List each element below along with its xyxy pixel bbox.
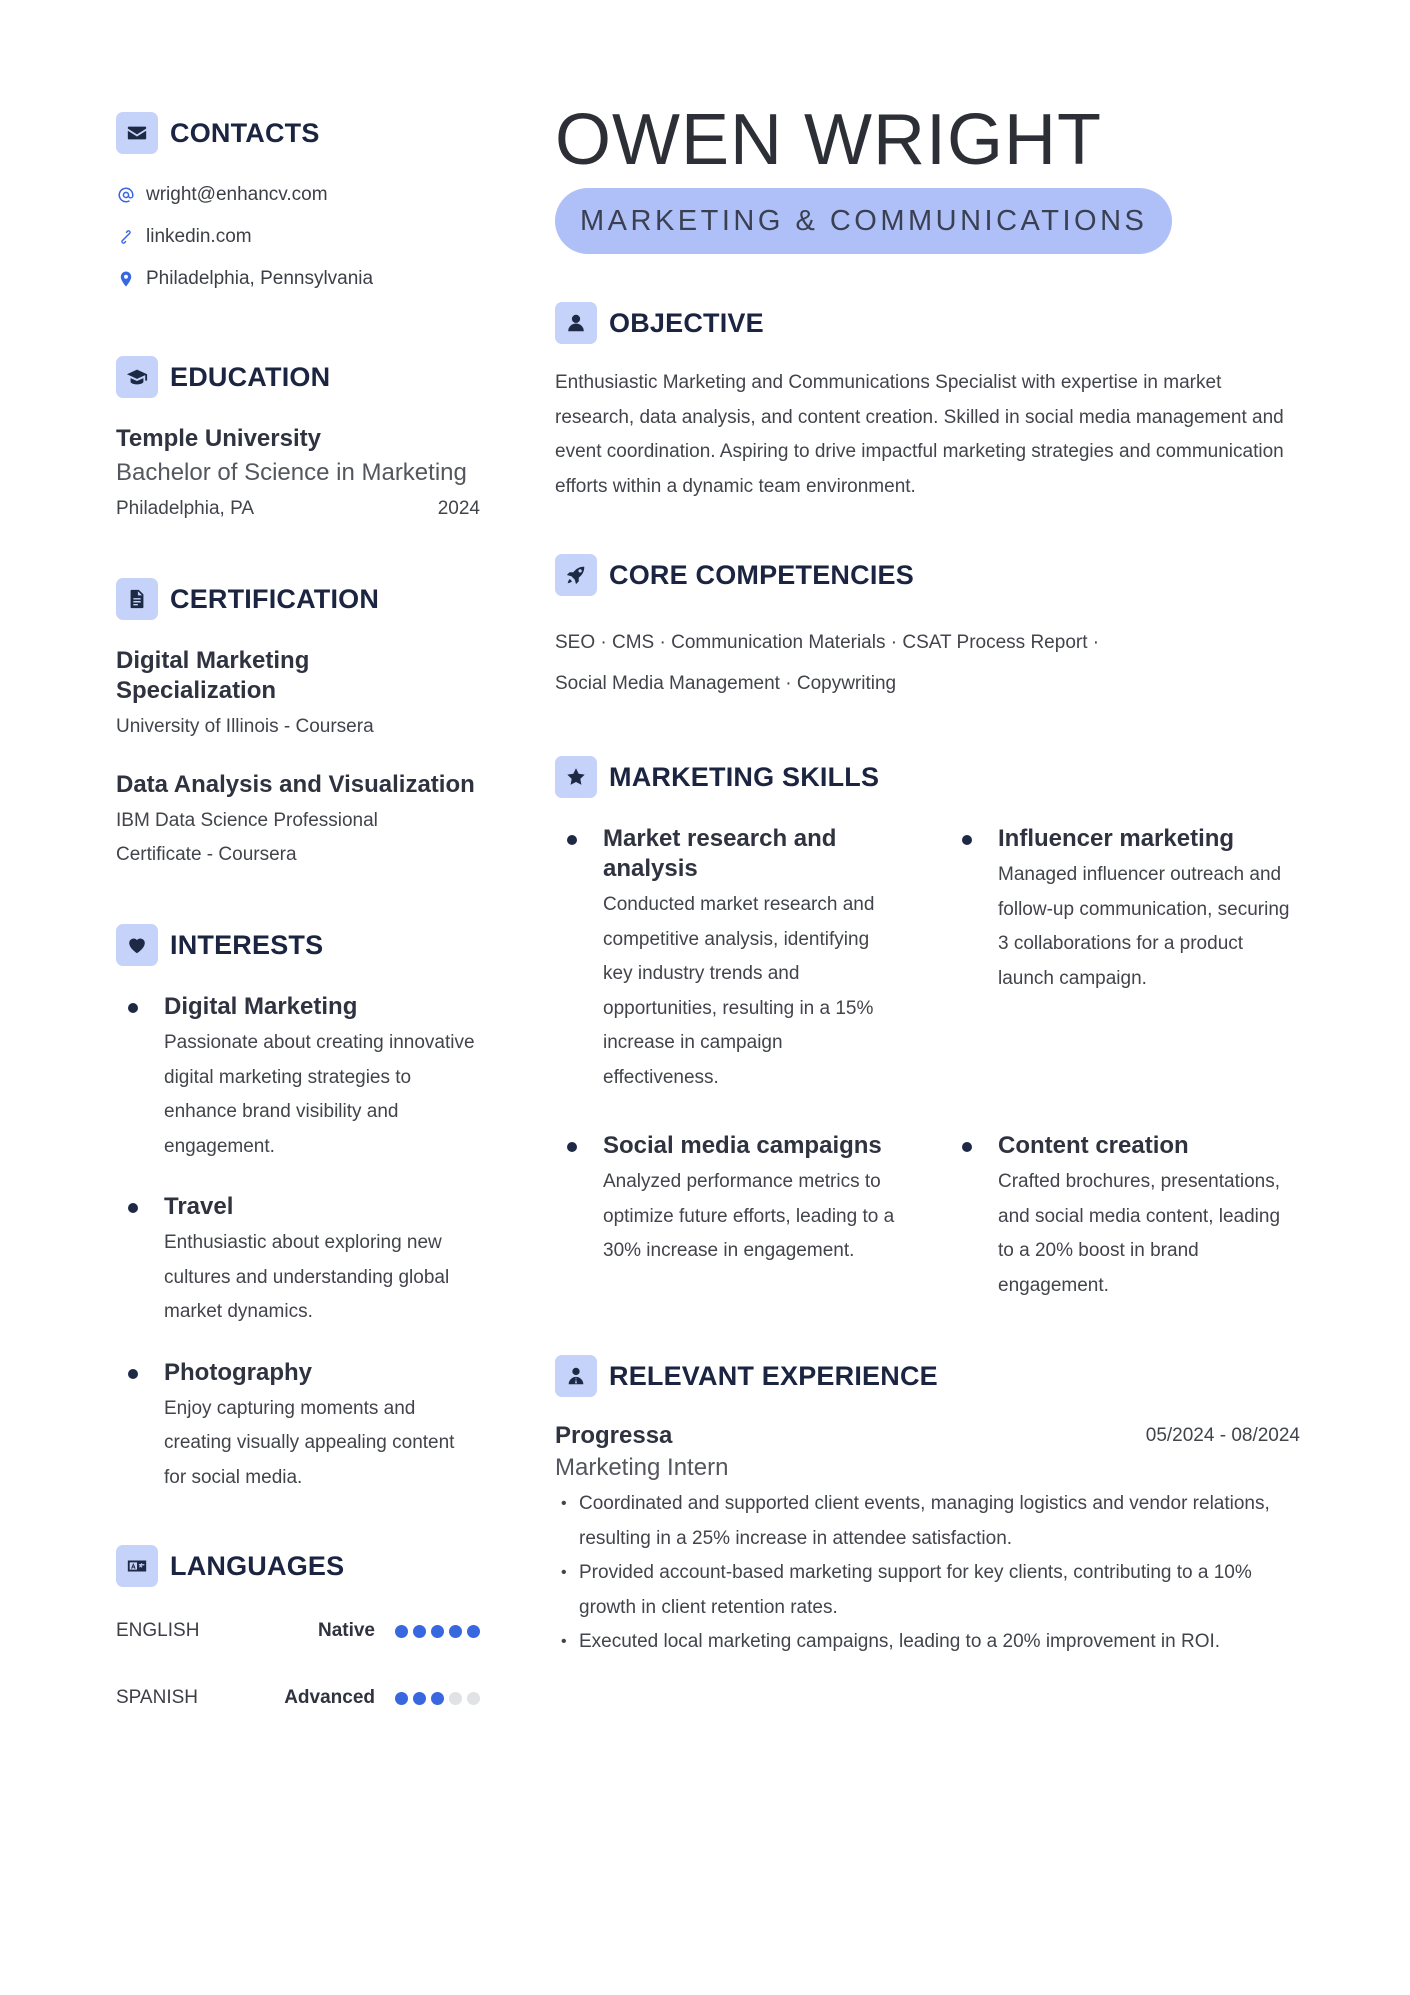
contact-location xyxy=(116,258,480,300)
bullet-dot xyxy=(128,1369,138,1379)
competencies-line: SEO · CMS · Communication Materials · CSAT Process Report · xyxy=(555,632,1100,653)
language-row xyxy=(116,1615,480,1647)
education-meta xyxy=(116,492,480,526)
experience-bullet: • Provided account-based marketing support for key clients, contributing to a 10% growth in client retention rates. xyxy=(555,1556,1300,1625)
languages-header xyxy=(116,1545,480,1587)
skill-desc: Crafted brochures, presentations, and social media content, leading to a 20% boost in brand engagement. xyxy=(998,1171,1281,1296)
skill-item xyxy=(950,1131,1300,1303)
language-level: Advanced xyxy=(284,1687,375,1708)
skill-desc: Conducted market research and competitive analysis, identifying key industry trends and opportunities, resulting in a 15% increase in campaign effectiveness. xyxy=(603,894,875,1088)
cert-item xyxy=(116,646,416,744)
experience-position: Marketing Intern xyxy=(555,1454,729,1481)
link-icon xyxy=(116,227,136,247)
interest-item xyxy=(116,1192,480,1330)
skill-name: Social media campaigns xyxy=(603,1132,882,1159)
experience-title: RELEVANT EXPERIENCE xyxy=(609,1360,938,1391)
education-section xyxy=(116,356,480,526)
interest-name: Travel xyxy=(164,1193,234,1220)
rating-dot xyxy=(413,1692,426,1705)
experience-header-row xyxy=(555,1421,1300,1451)
rating-dot xyxy=(395,1625,408,1638)
bullet-dot xyxy=(962,1142,972,1152)
language-name: ENGLISH xyxy=(116,1620,200,1641)
at-icon xyxy=(116,185,136,205)
contact-email-text: wright@enhancv.com xyxy=(146,184,328,205)
interests-title: INTERESTS xyxy=(170,929,324,960)
skill-desc: Analyzed performance metrics to optimize future efforts, leading to a 30% increase in engagement. xyxy=(603,1171,895,1261)
experience-bullet: • Executed local marketing campaigns, leading to a 20% improvement in ROI. xyxy=(555,1625,1300,1660)
experience-bullets xyxy=(555,1487,1300,1660)
interest-item xyxy=(116,1358,480,1496)
language-rating xyxy=(395,1692,480,1705)
certification-section xyxy=(116,578,480,872)
contact-linkedin-text: linkedin.com xyxy=(146,226,252,247)
experience-section xyxy=(555,1355,1300,1660)
objective-text: Enthusiastic Marketing and Communications Specialist with expertise in market research, data analysis, and content creation. Skilled in social media management and event coordination. Aspiring to drive impactful marketing strategies and communication efforts within a dynamic team environment. xyxy=(555,372,1284,497)
languages-title: LANGUAGES xyxy=(170,1550,345,1581)
education-year: 2024 xyxy=(437,498,480,519)
competencies-section xyxy=(555,554,1300,704)
rating-dot xyxy=(467,1625,480,1638)
cert-item xyxy=(116,770,480,872)
envelope-icon xyxy=(116,112,158,154)
skill-name: Content creation xyxy=(998,1132,1189,1159)
rocket-icon xyxy=(555,554,597,596)
contacts-title: CONTACTS xyxy=(170,117,320,148)
rating-dot xyxy=(413,1625,426,1638)
user-icon xyxy=(555,302,597,344)
cert-name: Data Analysis and Visualization xyxy=(116,771,475,798)
graduation-cap-icon xyxy=(116,356,158,398)
contact-linkedin[interactable] xyxy=(116,216,480,258)
rating-dot xyxy=(467,1692,480,1705)
interest-desc: Passionate about creating innovative digital marketing strategies to enhance brand visibility and engagement. xyxy=(164,1032,475,1157)
languages-section xyxy=(116,1545,480,1714)
skill-item xyxy=(555,1131,895,1303)
certification-title: CERTIFICATION xyxy=(170,583,380,614)
rating-dot xyxy=(395,1692,408,1705)
document-icon xyxy=(116,578,158,620)
competencies-title: CORE COMPETENCIES xyxy=(609,559,914,590)
skills-section xyxy=(555,756,1300,1303)
bullet-dot xyxy=(567,835,577,845)
heart-icon xyxy=(116,924,158,966)
skill-item xyxy=(950,824,1300,1095)
interest-desc: Enthusiastic about exploring new cultures and understanding global market dynamics. xyxy=(164,1232,450,1322)
experience-header xyxy=(555,1355,1300,1397)
language-name: SPANISH xyxy=(116,1687,199,1708)
rating-dot xyxy=(431,1625,444,1638)
education-location: Philadelphia, PA xyxy=(116,498,255,519)
language-rating xyxy=(395,1625,480,1638)
rating-dot xyxy=(431,1692,444,1705)
education-header xyxy=(116,356,480,398)
bullet-dot xyxy=(567,1142,577,1152)
education-title: EDUCATION xyxy=(170,361,331,392)
interests-section xyxy=(116,924,480,1495)
interest-name: Photography xyxy=(164,1358,312,1386)
experience-bullet: • Coordinated and supported client events, managing logistics and vendor relations, resulting in a 25% increase in attendee satisfaction. xyxy=(555,1487,1300,1556)
bullet-dot xyxy=(128,1003,138,1013)
language-row xyxy=(116,1682,480,1714)
right-column xyxy=(555,100,1300,1660)
competencies-line: Social Media Management · Copywriting xyxy=(555,673,897,694)
competencies-header xyxy=(555,554,1300,596)
experience-company: Progressa xyxy=(555,1422,673,1449)
language-level: Native xyxy=(317,1620,375,1641)
interest-item xyxy=(116,992,480,1164)
cert-name: Digital Marketing Specialization xyxy=(116,647,310,704)
skill-item xyxy=(555,824,895,1095)
experience-dates: 05/2024 - 08/2024 xyxy=(1145,1425,1300,1446)
cert-issuer: University of Illinois - Coursera xyxy=(116,716,374,737)
briefcase-user-icon xyxy=(555,1355,597,1397)
objective-section xyxy=(555,302,1300,504)
bullet-dot xyxy=(128,1203,138,1213)
candidate-name: OWEN WRIGHT xyxy=(555,100,1102,180)
bullet-dot xyxy=(962,835,972,845)
education-school: Temple University xyxy=(116,425,321,452)
contact-email[interactable] xyxy=(116,174,480,216)
location-icon xyxy=(116,269,136,289)
skills-header xyxy=(555,756,1300,798)
contacts-section xyxy=(116,112,480,300)
interest-name: Digital Marketing xyxy=(164,993,358,1020)
translate-icon xyxy=(116,1545,158,1587)
interest-desc: Enjoy capturing moments and creating visually appealing content for social media. xyxy=(164,1397,455,1488)
role-pill: MARKETING & COMMUNICATIONS xyxy=(555,188,1172,254)
contact-location-text: Philadelphia, Pennsylvania xyxy=(146,268,374,289)
cert-issuer: IBM Data Science Professional Certificate - Coursera xyxy=(116,810,378,865)
certification-header xyxy=(116,578,480,620)
skills-title: MARKETING SKILLS xyxy=(609,761,880,792)
left-column xyxy=(116,112,480,1714)
objective-header xyxy=(555,302,1300,344)
rating-dot xyxy=(449,1625,462,1638)
education-degree: Bachelor of Science in Marketing xyxy=(116,459,467,486)
star-icon xyxy=(555,756,597,798)
objective-title: OBJECTIVE xyxy=(609,307,764,338)
skill-name: Influencer marketing xyxy=(998,825,1235,852)
skill-desc: Managed influencer outreach and follow-up communication, securing 3 collaborations for a product launch campaign. xyxy=(998,864,1290,989)
contacts-header xyxy=(116,112,480,154)
rating-dot xyxy=(449,1692,462,1705)
skill-name: Market research and analysis xyxy=(603,825,837,882)
interests-header xyxy=(116,924,480,966)
